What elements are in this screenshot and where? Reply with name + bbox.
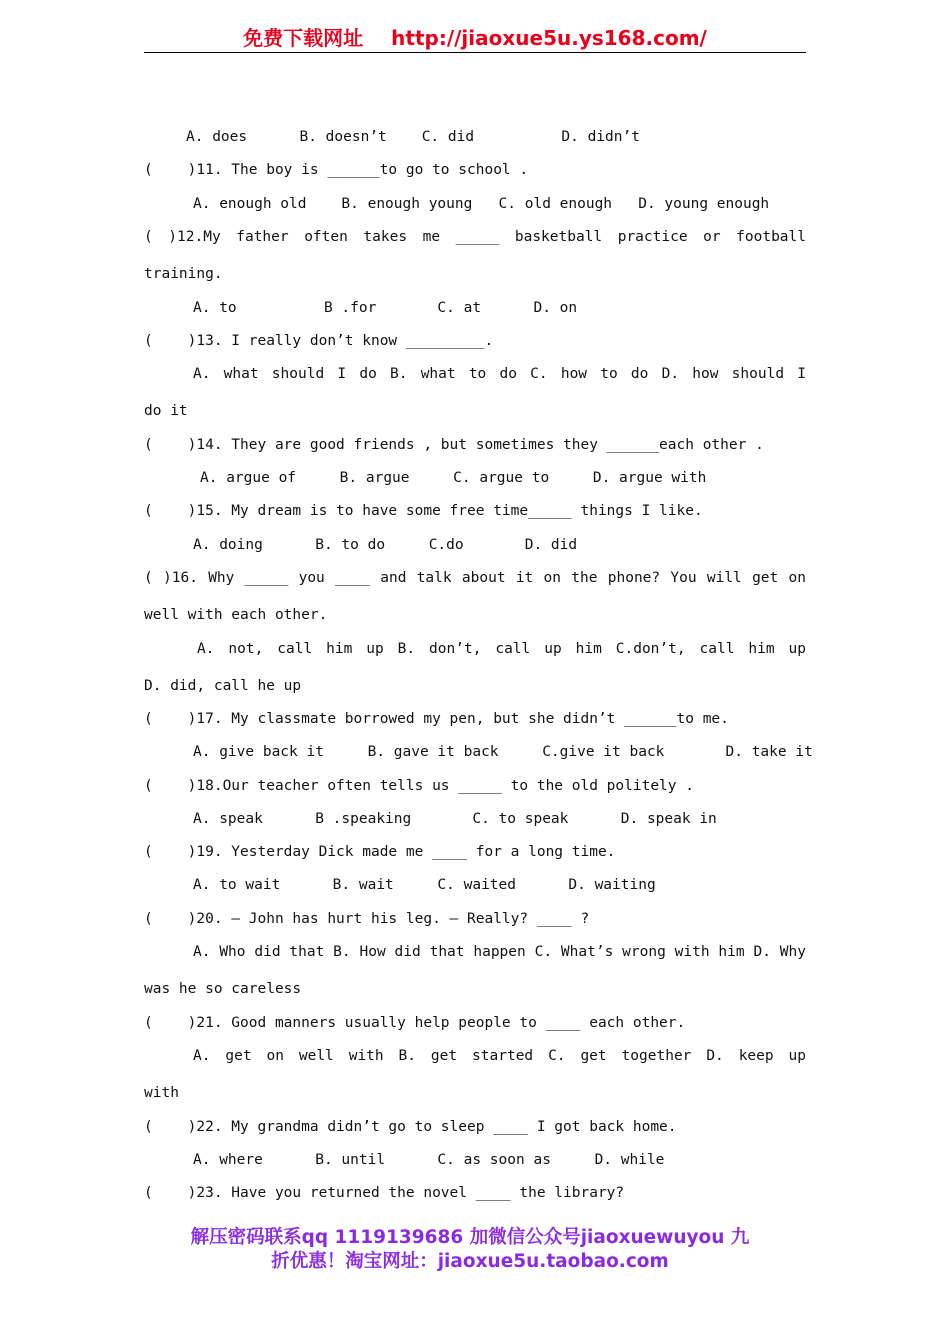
question-line: ( )16. Why _____ you ____ and talk about it on the phone? You will get on xyxy=(144,570,806,586)
page-footer xyxy=(140,1226,800,1274)
footer-shop-line[interactable]: 折优惠！淘宝网址：jiaoxue5u.taobao.com xyxy=(271,1251,669,1272)
option-continuation: do it xyxy=(144,403,188,419)
question-line: ( )13. I really don’t know _________. xyxy=(144,333,494,349)
question-line: ( )19. Yesterday Dick made me ____ for a long time. xyxy=(144,844,616,860)
option-continuation: D. did, call he up xyxy=(144,678,302,694)
option-continuation: was he so careless xyxy=(144,981,302,997)
option-line: A. not, call him up B. don’t, call up him C.don’t, call him up xyxy=(197,641,806,657)
option-line: A. speak B .speaking C. to speak D. speak in xyxy=(193,811,717,827)
question-line: ( )11. The boy is ______to go to school . xyxy=(144,162,529,178)
option-line: A. to wait B. wait C. waited D. waiting xyxy=(193,877,656,893)
question-line: ( )15. My dream is to have some free time_____ things I like. xyxy=(144,503,703,519)
option-line: A. get on well with B. get started C. get together D. keep up xyxy=(193,1048,806,1064)
footer-contact-line: 解压密码联系qq 1119139686 加微信公众号jiaoxuewuyou 九 xyxy=(190,1227,750,1248)
option-continuation: with xyxy=(144,1085,179,1101)
question-line: ( )14. They are good friends , but sometimes they ______each other . xyxy=(144,437,764,453)
option-line: A. Who did that B. How did that happen C. What’s wrong with him D. Why xyxy=(193,944,806,960)
option-line: A. give back it B. gave it back C.give it back D. take it xyxy=(193,744,813,760)
question-line: ( )23. Have you returned the novel ____ the library? xyxy=(144,1185,625,1201)
page-header xyxy=(144,24,806,53)
question-line: ( )12.My father often takes me _____ basketball practice or football xyxy=(144,229,806,245)
question-line: ( )21. Good manners usually help people to ____ each other. xyxy=(144,1015,686,1031)
header-url-link[interactable]: http://jiaoxue5u.ys168.com/ xyxy=(391,26,707,50)
question-line: ( )17. My classmate borrowed my pen, but she didn’t ______to me. xyxy=(144,711,729,727)
question-continuation: well with each other. xyxy=(144,607,328,623)
option-line: A. does B. doesn’t C. did D. didn’t xyxy=(186,129,640,145)
question-line: ( )18.Our teacher often tells us _____ to the old politely . xyxy=(144,778,694,794)
question-line: ( )20. — John has hurt his leg. — Really? ____ ? xyxy=(144,911,590,927)
option-line: A. where B. until C. as soon as D. while xyxy=(193,1152,665,1168)
option-line: A. enough old B. enough young C. old enough D. young enough xyxy=(193,196,770,212)
option-line: A. what should I do B. what to do C. how to do D. how should I xyxy=(193,366,806,382)
question-continuation: training. xyxy=(144,266,223,282)
option-line: A. argue of B. argue C. argue to D. argue with xyxy=(200,470,707,486)
question-line: ( )22. My grandma didn’t go to sleep ____ I got back home. xyxy=(144,1119,677,1135)
header-label: 免费下载网址 xyxy=(243,26,364,50)
option-line: A. to B .for C. at D. on xyxy=(193,300,578,316)
option-line: A. doing B. to do C.do D. did xyxy=(193,537,578,553)
